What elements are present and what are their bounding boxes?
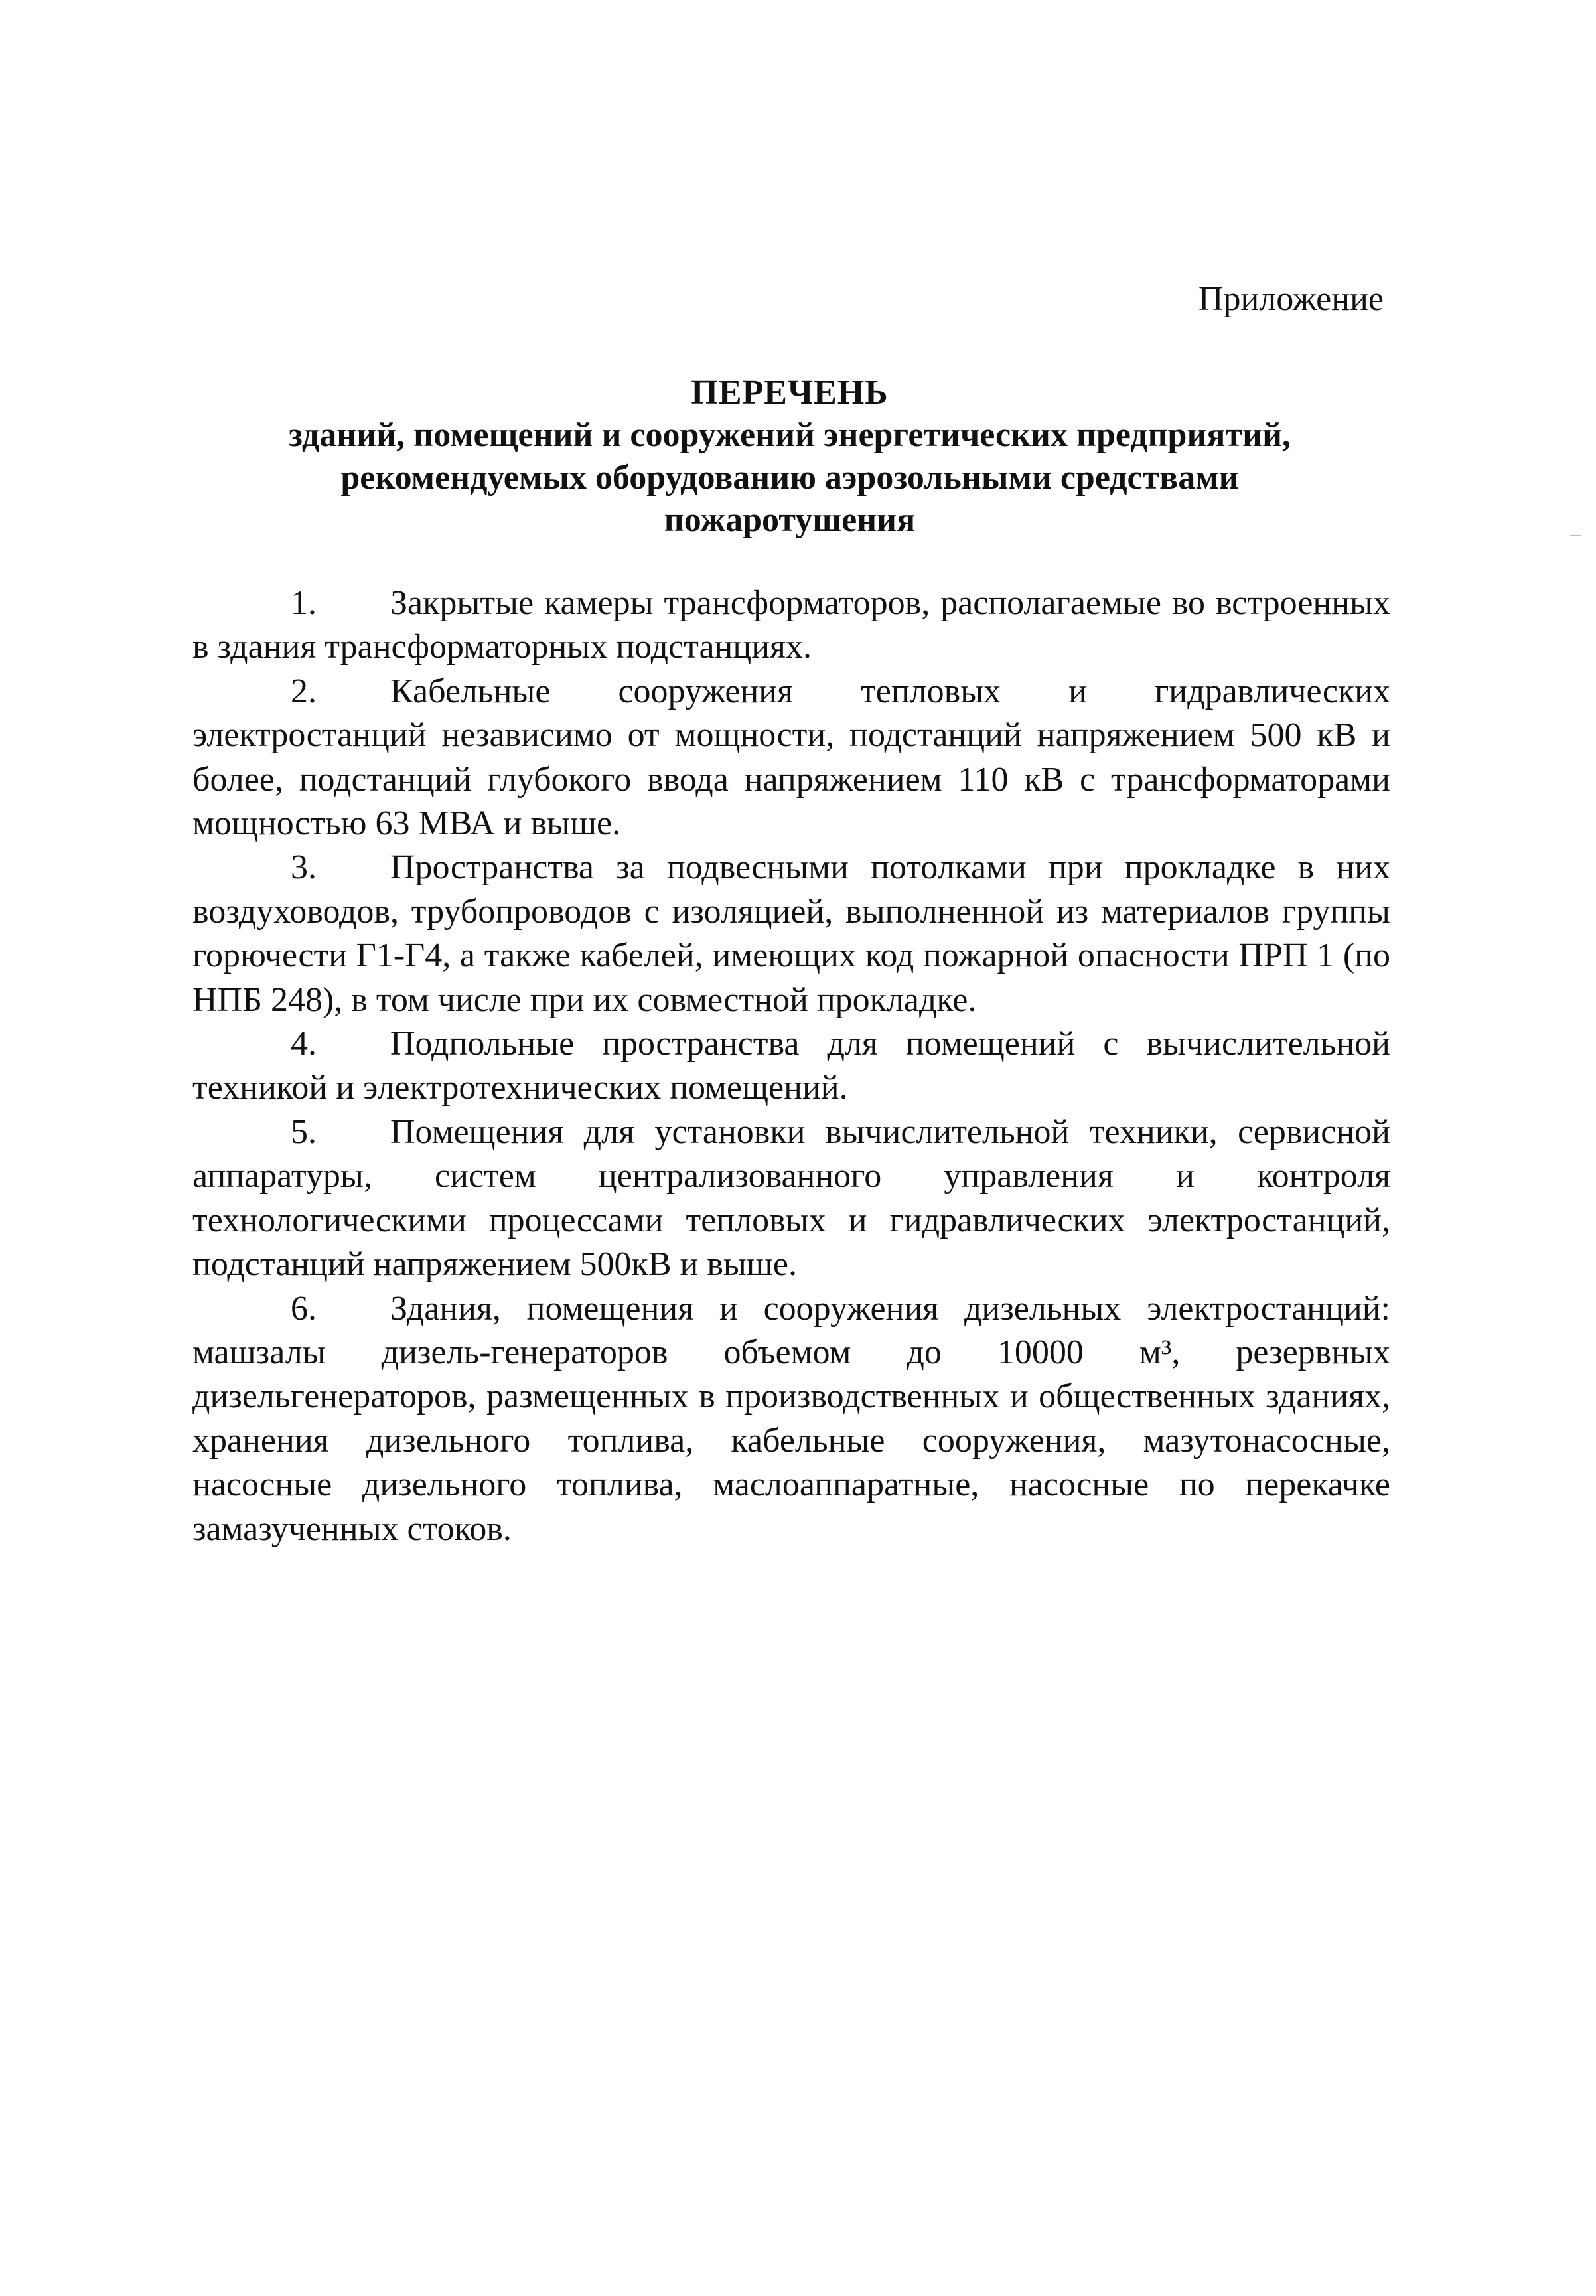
item-text: Закрытые камеры трансформаторов, располагаемые во встроенных в здания трансформаторных подстанциях.: [192, 584, 1390, 666]
list-body: [192, 581, 1390, 1551]
item-number: 5.: [291, 1112, 317, 1151]
item-text: Подпольные пространства для помещений с вычислительной техникой и электротехнических помещений.: [192, 1025, 1390, 1107]
item-text: Здания, помещения и сооружения дизельных электростанций: машзалы дизель-генераторов объемом до 10000 м³, резервных дизельгенераторов, размещенных в производственных и общественных зданиях, хранения дизельного топлива, кабельные сооружения, мазутонасосные, насосные дизельного топлива, маслоаппаратные, насосные по перекачке замазученных стоков.: [192, 1289, 1390, 1548]
title-line-1: зданий, помещений и сооружений энергетических предприятий,: [288, 416, 1291, 454]
item-number: 2.: [291, 672, 317, 710]
title-line-3: пожаротушения: [664, 501, 916, 539]
item-text: Помещения для установки вычислительной техники, сервисной аппаратуры, систем централизованного управления и контроля технологическими процессами тепловых и гидравлических электростанций, подстанций напряжением 500кВ и выше.: [192, 1112, 1390, 1284]
list-item: [192, 846, 1390, 1022]
title-line-2: рекомендуемых оборудованию аэрозольными средствами: [340, 459, 1239, 497]
title-heading: ПЕРЕЧЕНЬ: [691, 374, 889, 412]
appendix-label: Приложение: [1198, 280, 1384, 318]
document-title: [192, 372, 1387, 542]
item-number: 6.: [291, 1289, 317, 1328]
scan-margin-mark: [1570, 535, 1581, 536]
list-item: [192, 670, 1390, 846]
item-text: Кабельные сооружения тепловых и гидравлических электростанций независимо от мощности, подстанций напряжением 500 кВ и более, подстанций глубокого ввода напряжением 110 кВ с трансформаторами мощностью 63 МВА и выше.: [192, 672, 1390, 843]
item-number: 4.: [291, 1025, 317, 1063]
list-item: [192, 581, 1390, 670]
list-item: [192, 1022, 1390, 1110]
list-item: [192, 1110, 1390, 1287]
item-text: Пространства за подвесными потолками при прокладке в них воздуховодов, трубопроводов с изоляцией, выполненной из материалов группы горючести Г1-Г4, а также кабелей, имеющих код пожарной опасности ПРП 1 (по НПБ 248), в том числе при их совместной прокладке.: [192, 848, 1390, 1019]
item-number: 3.: [291, 848, 317, 887]
list-item: [192, 1287, 1390, 1551]
item-number: 1.: [291, 584, 317, 622]
